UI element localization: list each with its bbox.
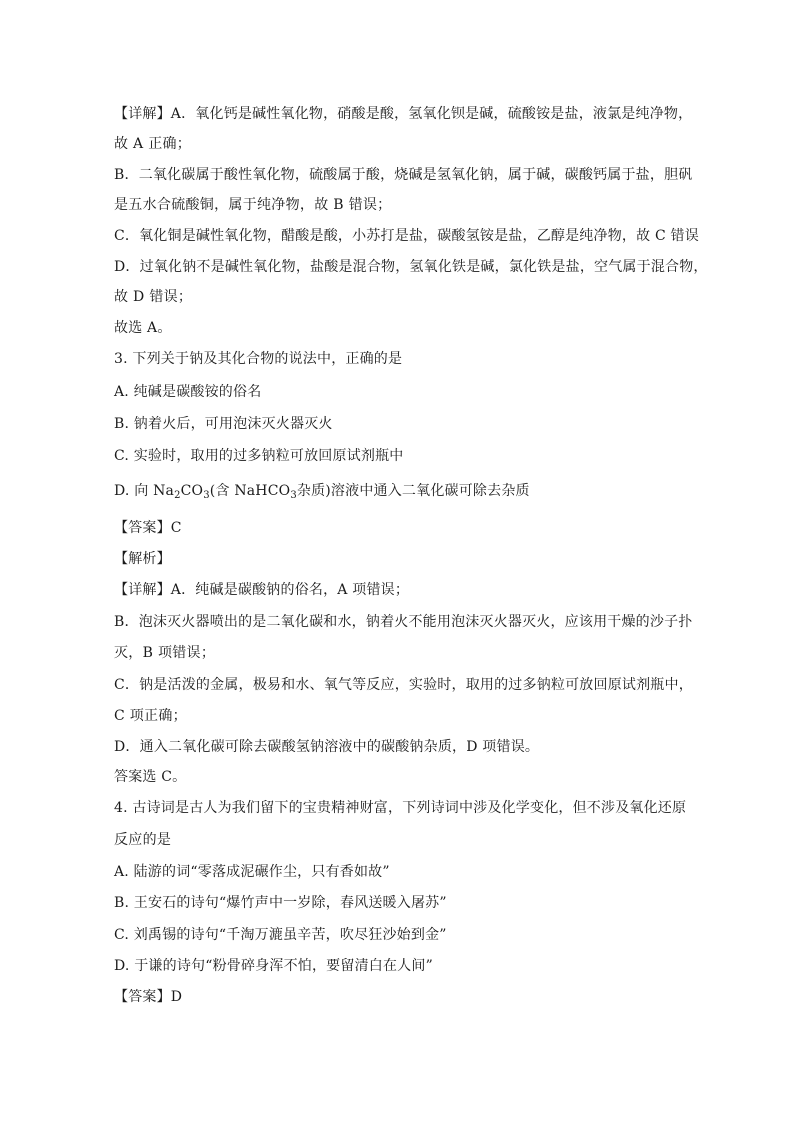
text-line: 灭，B 项错误； bbox=[114, 645, 216, 661]
formula-nahco3: NaHCO$_3$ bbox=[234, 483, 297, 501]
question-title: 3. 下列关于钠及其化合物的说法中，正确的是 bbox=[114, 351, 403, 367]
text-line: B．泡沫灭火器喷出的是二氧化碳和水，钠着火不能用泡沫灭火器灭火，应该用干燥的沙子扑 bbox=[114, 614, 693, 630]
option-d-prefix: D. 向 bbox=[114, 483, 154, 499]
text-line: 故 D 错误； bbox=[114, 289, 193, 305]
option-a: A. 纯碱是碳酸铵的俗名 bbox=[114, 384, 262, 400]
option-b: B. 王安石的诗句“爆竹声中一岁除，春风送暖入屠苏” bbox=[114, 895, 447, 911]
text-line: 答案选 C。 bbox=[114, 769, 187, 785]
text-line: C．氧化铜是碱性氧化物，醋酸是酸，小苏打是盐，碳酸氢铵是盐，乙醇是纯净物，故 C 错误 bbox=[114, 228, 699, 244]
option-a: A. 陆游的词“零落成泥碾作尘，只有香如故” bbox=[114, 864, 390, 880]
option-c: C. 刘禹锡的诗句“千淘万漉虽辛苦，吹尽狂沙始到金” bbox=[114, 927, 447, 943]
answer-label: 【答案】D bbox=[114, 989, 183, 1005]
text-line: 【详解】A．氧化钙是碱性氧化物，硝酸是酸，氢氧化钡是碱，硫酸铵是盐，液氯是纯净物， bbox=[114, 106, 693, 122]
text-line: C．钠是活泼的金属，极易和水、氧气等反应，实验时，取用的过多钠粒可放回原试剂瓶中， bbox=[114, 677, 693, 693]
text-line: C 项正确； bbox=[114, 708, 187, 724]
text-line: 故选 A。 bbox=[114, 320, 172, 336]
text-line: B．二氧化碳属于酸性氧化物，硫酸属于酸，烧碱是氢氧化钠，属于碱，碳酸钙属于盐，胆矾 bbox=[114, 167, 693, 183]
answer-label: 【答案】C bbox=[114, 520, 182, 536]
formula-na2co3: $Na_2CO_3$ bbox=[153, 483, 210, 501]
text-line: D．过氧化钠不是碱性氧化物，盐酸是混合物，氢氧化铁是碱，氯化铁是盐，空气属于混合物， bbox=[114, 259, 708, 275]
option-c: C. 实验时，取用的过多钠粒可放回原试剂瓶中 bbox=[114, 448, 404, 464]
question-title: 4. 古诗词是古人为我们留下的宝贵精神财富，下列诗词中涉及化学变化，但不涉及氧化还原 bbox=[114, 800, 687, 816]
option-d bbox=[114, 481, 530, 501]
text-line: 是五水合硫酸铜，属于纯净物，故 B 错误； bbox=[114, 197, 392, 213]
text-line: D．通入二氧化碳可除去碳酸氢钠溶液中的碳酸钠杂质，D 项错误。 bbox=[114, 739, 540, 755]
option-d-mid: (含 bbox=[209, 483, 235, 499]
option-d: D. 于谦的诗句“粉骨碎身浑不怕，要留清白在人间” bbox=[114, 958, 433, 974]
option-b: B. 钠着火后，可用泡沫灭火器灭火 bbox=[114, 416, 333, 432]
question-title-cont: 反应的是 bbox=[114, 832, 172, 848]
option-d-suffix: 杂质)溶液中通入二氧化碳可除去杂质 bbox=[296, 483, 530, 499]
text-line: 故 A 正确； bbox=[114, 136, 192, 152]
analysis-label: 【解析】 bbox=[114, 551, 171, 567]
text-line: 【详解】A．纯碱是碳酸钠的俗名，A 项错误； bbox=[114, 582, 410, 598]
